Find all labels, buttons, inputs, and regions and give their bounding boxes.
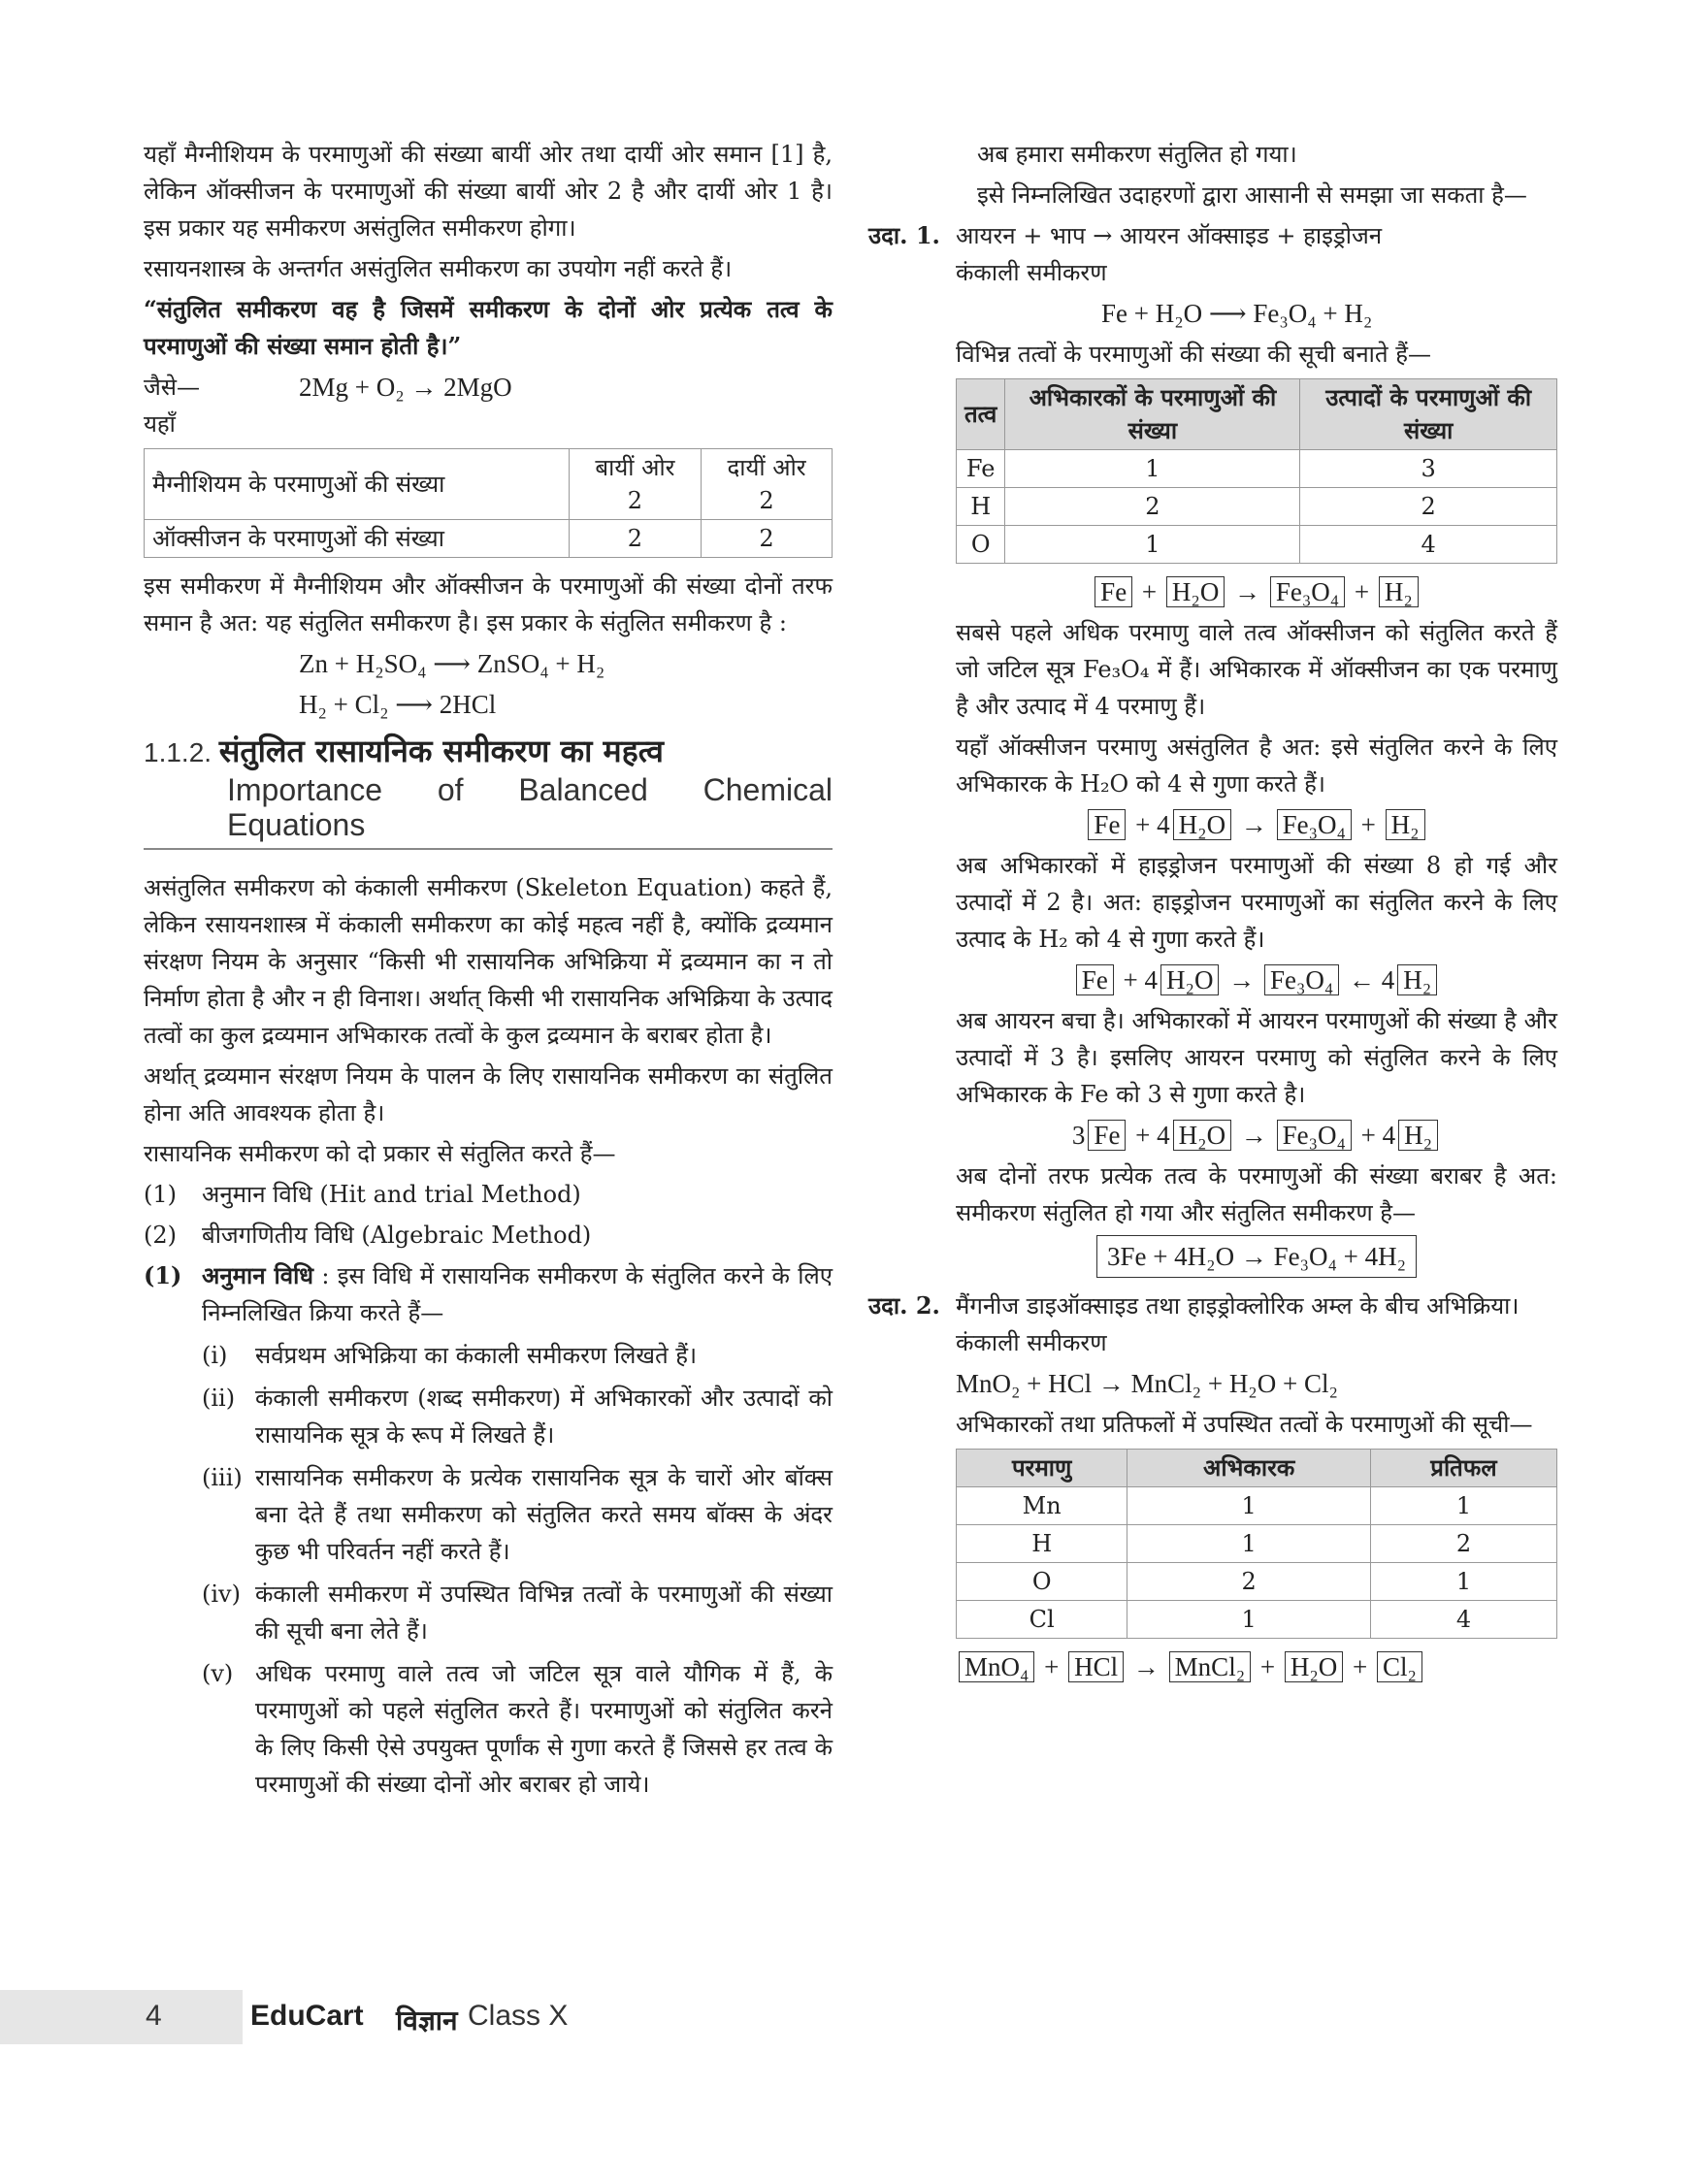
left-column — [144, 136, 833, 1809]
boxed-equation: Fe + 4 H₂O → Fe₃O₄ ← 4 H₂ — [956, 962, 1557, 998]
subject-label: विज्ञान — [396, 2005, 458, 2037]
atom-count-table — [956, 378, 1557, 564]
section-number: 1.1.2. — [144, 737, 212, 767]
section-title: संतुलित रासायनिक समीकरण का महत्व — [218, 733, 664, 769]
example-body — [868, 1324, 1557, 1685]
paragraph: यहाँ ऑक्सीजन परमाणु असंतुलित है अत: इसे संतुलित करने के लिए अभिकारक के H₂O को 4 से गुणा करते हैं। — [956, 733, 1557, 798]
example-heading — [868, 1288, 1557, 1324]
page-number-box — [0, 1990, 243, 2044]
example-number: उदा. 2. — [868, 1291, 940, 1320]
paragraph: अब दोनों तरफ प्रत्येक तत्व के परमाणुओं की संख्या बराबर है अत: समीकरण संतुलित हो गया और संतुलित समीकरण है— — [956, 1162, 1557, 1226]
example-number: उदा. 1. — [868, 221, 940, 249]
paragraph: रासायनिक समीकरण को दो प्रकार से संतुलित करते हैं— — [144, 1140, 616, 1167]
table-header: अभिकारकों के परमाणुओं की संख्या — [1005, 379, 1300, 450]
table-cell: बायीं ओर 2 — [569, 449, 701, 520]
table-row: O 1 4 — [957, 526, 1557, 564]
list-item: (ii) कंकाली समीकरण (शब्द समीकरण) में अभिकारकों और उत्पादों को रासायनिक सूत्र के रूप में लिखते हैं। — [202, 1385, 833, 1449]
final-equation: 3Fe + 4H₂O → Fe₃O₄ + 4H₂ — [956, 1235, 1557, 1278]
label: यहाँ — [144, 410, 176, 438]
example-line — [144, 369, 833, 406]
label: कंकाली समीकरण — [956, 259, 1107, 286]
equation: MnO₂ + HCl → MnCl₂ + H₂O + Cl₂ — [956, 1369, 1338, 1398]
paragraph: सबसे पहले अधिक परमाणु वाले तत्व ऑक्सीजन को संतुलित करते हैं जो जटिल सूत्र Fe₃O₄ में हैं। अभिकारक में ऑक्सीजन का एक परमाणु है और उत्पाद में 4 परमाणु हैं। — [956, 619, 1557, 720]
paragraph: विभिन्न तत्वों के परमाणुओं की संख्या की सूची बनाते हैं— — [956, 341, 1431, 368]
paragraph: रसायनशास्त्र के अन्तर्गत असंतुलित समीकरण का उपयोग नहीं करते हैं। — [144, 255, 733, 282]
list-item: (i) सर्वप्रथम अभिक्रिया का कंकाली समीकरण लिखते हैं। — [202, 1342, 698, 1369]
boxed-equation: MnO₄ + HCl → MnCl₂ + H₂O + Cl₂ — [956, 1648, 1557, 1685]
table-cell: दायीं ओर 2 — [702, 449, 833, 520]
paragraph: यहाँ मैग्नीशियम के परमाणुओं की संख्या बायीं ओर तथा दायीं ओर समान [1] है, लेकिन ऑक्सीजन के परमाणुओं की संख्या बायीं ओर 2 है और दायीं ओर 1 है। इस प्रकार यह समीकरण असंतुलित समीकरण होगा। — [144, 141, 833, 242]
table-row: Fe 1 3 — [957, 450, 1557, 488]
label: कंकाली समीकरण — [956, 1329, 1107, 1356]
definition: “संतुलित समीकरण वह है जिसमें समीकरण के दोनों ओर प्रत्येक तत्व के परमाणुओं की संख्या समान होती है।” — [144, 295, 833, 360]
list-item: (iii) रासायनिक समीकरण के प्रत्येक रासायनिक सूत्र के चारों ओर बॉक्स बना देते हैं तथा समीकरण को संतुलित करते समय बॉक्स के अंदर कुछ भी परिवर्तन नहीं करते हैं। — [202, 1464, 833, 1565]
list-item: (2) बीजगणितीय विधि (Algebraic Method) — [144, 1222, 592, 1249]
example-heading — [868, 217, 1557, 254]
list-item: (iv) कंकाली समीकरण में उपस्थित विभिन्न तत्वों के परमाणुओं की संख्या की सूची बना लेते हैं। — [202, 1581, 833, 1645]
boxed-equation: Fe + H₂O → Fe₃O₄ + H₂ — [956, 573, 1557, 610]
example-label: जैसे— — [144, 374, 201, 401]
paragraph: अब आयरन बचा है। अभिकारकों में आयरन परमाणुओं की संख्या है और उत्पादों में 3 है। इसलिए आयरन परमाणु को संतुलित करने के लिए अभिकारक के Fe को 3 से गुणा करते है। — [956, 1007, 1557, 1108]
table-header: उत्पादों के परमाणुओं की संख्या — [1300, 379, 1557, 450]
paragraph: अर्थात् द्रव्यमान संरक्षण नियम के पालन के लिए रासायनिक समीकरण का संतुलित होना अति आवश्यक होता है। — [144, 1062, 833, 1126]
equation: H₂ + Cl₂ ⟶ 2HCl — [299, 690, 497, 719]
paragraph: असंतुलित समीकरण को कंकाली समीकरण (Skeleton Equation) कहते हैं, लेकिन रसायनशास्त्र में कंकाली समीकरण का कोई महत्व नहीं है, क्योंकि द्रव्यमान संरक्षण नियम के अनुसार “किसी भी रासायनिक अभिक्रिया में द्रव्यमान का न तो निर्माण होता है और न ही विनाश। अर्थात् किसी भी रासायनिक अभिक्रिया के उत्पाद तत्वों का कुल द्रव्यमान अभिकारक तत्वों के कुल द्रव्यमान के बराबर होता है। — [144, 874, 833, 1049]
atom-count-table — [956, 1449, 1557, 1639]
page-number: 4 — [146, 2000, 162, 2032]
boxed-equation: 3 Fe + 4 H₂O → Fe₃O₄ + 4 H₂ — [956, 1117, 1557, 1154]
paragraph: अब हमारा समीकरण संतुलित हो गया। — [977, 141, 1297, 168]
example-text: आयरन + भाप → आयरन ऑक्साइड + हाइड्रोजन — [956, 222, 1383, 249]
paragraph: इस समीकरण में मैग्नीशियम और ऑक्सीजन के परमाणुओं की संख्या दोनों तरफ समान है अत: यह संतुलित समीकरण है। इस प्रकार के संतुलित समीकरण है : — [144, 572, 833, 636]
table-row: Mn 1 1 — [957, 1487, 1557, 1525]
table-cell: 2 — [702, 520, 833, 558]
table-row: H 2 2 — [957, 488, 1557, 526]
paragraph: अब अभिकारकों में हाइड्रोजन परमाणुओं की संख्या 8 हो गई और उत्पादों में 2 है। अत: हाइड्रोजन परमाणुओं का संतुलित करने के लिए उत्पाद के H₂ को 4 से गुणा करते हैं। — [956, 852, 1557, 953]
table-header: प्रतिफल — [1370, 1450, 1556, 1487]
example-text: मैंगनीज डाइऑक्साइड तथा हाइड्रोक्लोरिक अम्ल के बीच अभिक्रिया। — [956, 1292, 1519, 1320]
list-item: (1) अनुमान विधि (Hit and trial Method) — [144, 1181, 581, 1208]
section-subtitle: Importance of Balanced Chemical Equations — [144, 772, 833, 850]
table-cell: 2 — [569, 520, 701, 558]
example-body — [868, 254, 1557, 1278]
atom-count-table — [144, 448, 833, 558]
brand-logo: EduCart — [250, 2000, 364, 2032]
equation: 2Mg + O₂ → 2MgO — [299, 373, 512, 402]
paragraph: इसे निम्नलिखित उदाहरणों द्वारा आसानी से समझा जा सकता है— — [977, 181, 1527, 209]
paragraph: अभिकारकों तथा प्रतिफलों में उपस्थित तत्वों के परमाणुओं की सूची— — [956, 1411, 1533, 1438]
boxed-equation: Fe + 4 H₂O → Fe₃O₄ + H₂ — [956, 806, 1557, 843]
page-footer — [0, 1990, 1699, 2044]
table-header: परमाणु — [957, 1450, 1127, 1487]
table-header: तत्व — [957, 379, 1005, 450]
table-cell: मैग्नीशियम के परमाणुओं की संख्या — [145, 449, 570, 520]
right-column — [868, 136, 1557, 1689]
table-row: O 2 1 — [957, 1563, 1557, 1601]
list-item: (1) अनुमान विधि : इस विधि में रासायनिक समीकरण के संतुलित करने के लिए निम्नलिखित क्रिया करते हैं— — [144, 1261, 833, 1326]
section-heading — [144, 733, 833, 772]
method-title: अनुमान विधि — [202, 1261, 314, 1289]
equation: Fe + H₂O ⟶ Fe₃O₄ + H₂ — [1101, 299, 1373, 328]
table-header: अभिकारक — [1127, 1450, 1371, 1487]
table-row: H 1 2 — [957, 1525, 1557, 1563]
table-row: Cl 1 4 — [957, 1601, 1557, 1639]
class-label: Class X — [468, 2000, 569, 2032]
equation: Zn + H₂SO₄ ⟶ ZnSO₄ + H₂ — [299, 649, 605, 678]
list-item: (v) अधिक परमाणु वाले तत्व जो जटिल सूत्र वाले यौगिक में हैं, के परमाणुओं को पहले संतुलित करते हैं। परमाणुओं को संतुलित करने के लिए किसी ऐसे उपयुक्त पूर्णांक से गुणा करते हैं जिससे हर तत्व के परमाणुओं की संख्या दोनों ओर बराबर हो जाये। — [202, 1660, 833, 1798]
table-cell: ऑक्सीजन के परमाणुओं की संख्या — [145, 520, 570, 558]
